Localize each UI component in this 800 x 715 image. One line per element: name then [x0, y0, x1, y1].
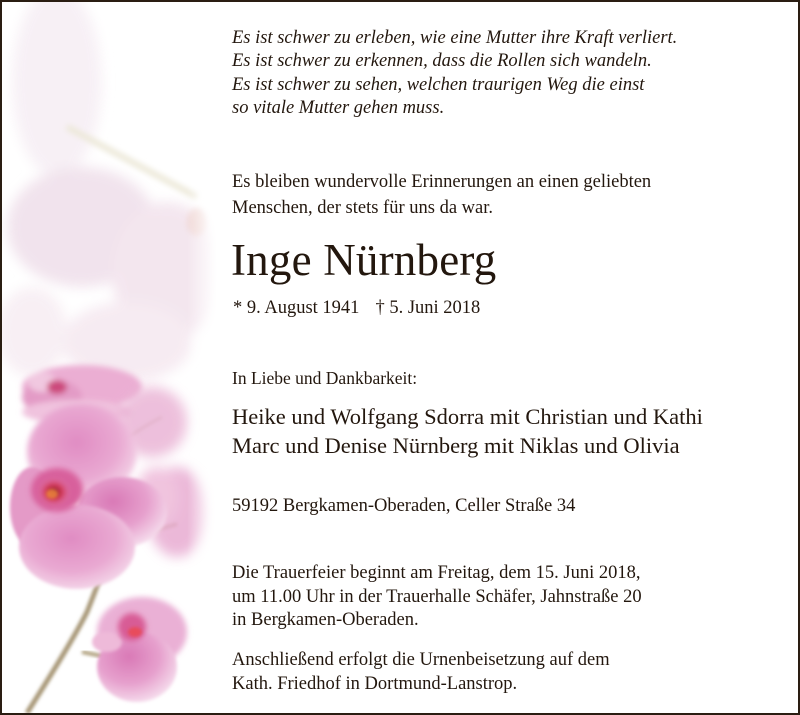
burial-line: Anschließend erfolgt die Urnenbeisetzung auf dem	[232, 650, 610, 670]
burial-line: Kath. Friedhof in Dortmund-Lanstrop.	[232, 673, 518, 694]
orchid-illustration	[2, 2, 217, 713]
poem	[232, 27, 677, 120]
memories-line: Menschen, der stets für uns da war.	[232, 198, 493, 218]
service-line: Die Trauerfeier beginnt am Freitag, dem 15. Juni 2018,	[232, 563, 641, 583]
service-line: in Bergkamen-Oberaden.	[232, 610, 419, 630]
mourner-family: Marc und Denise Nürnberg mit Niklas und Olivia	[232, 433, 680, 458]
memories-text	[232, 169, 651, 221]
mourners-intro: In Liebe und Dankbarkeit:	[232, 368, 418, 388]
poem-line: so vitale Mutter gehen muss.	[232, 97, 445, 118]
deceased-name: Inge Nürnberg	[231, 235, 497, 285]
orchid-flower-image	[2, 2, 217, 713]
service-line: um 11.00 Uhr in der Trauerhalle Schäfer, Jahnstraße 20	[232, 586, 642, 607]
funeral-service-info	[232, 562, 642, 633]
death-date: † 5. Juni 2018	[375, 298, 481, 318]
mourners-address: 59192 Bergkamen-Oberaden, Celler Straße 34	[232, 496, 576, 516]
burial-info	[232, 649, 610, 696]
poem-line: Es ist schwer zu erleben, wie eine Mutter ihre Kraft verliert.	[232, 28, 678, 48]
birth-date: * 9. August 1941	[233, 298, 360, 318]
poem-line: Es ist schwer zu sehen, welchen traurigen Weg die einst	[232, 74, 645, 95]
mourners-list	[232, 402, 703, 460]
poem-line: Es ist schwer zu erkennen, dass die Rollen sich wandeln.	[232, 51, 652, 72]
life-dates	[233, 296, 480, 320]
mourner-family: Heike und Wolfgang Sdorra mit Christian und Kathi	[232, 404, 703, 429]
memories-line: Es bleiben wundervolle Erinnerungen an einen geliebten	[232, 172, 652, 192]
